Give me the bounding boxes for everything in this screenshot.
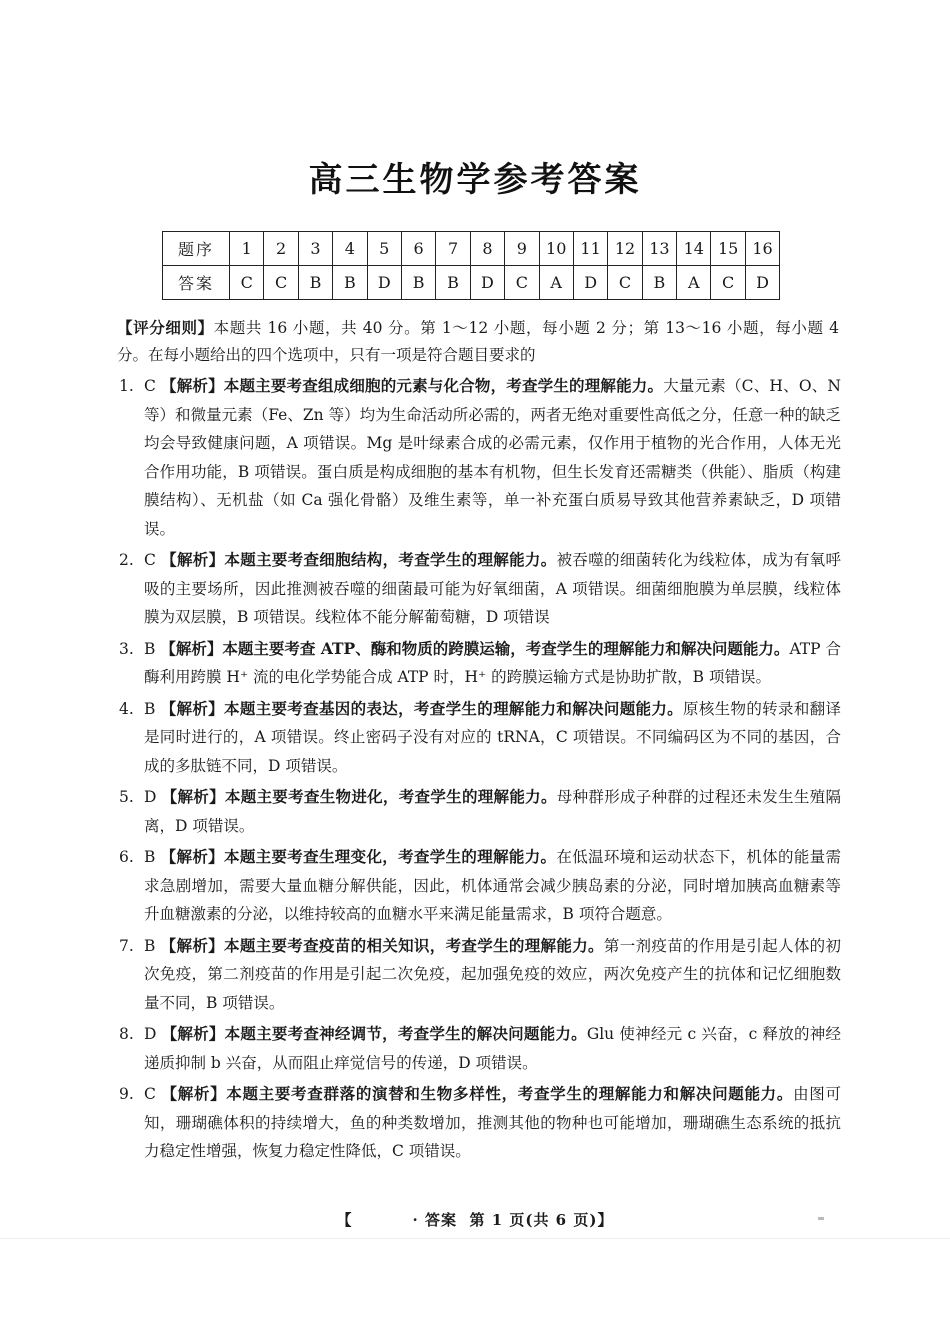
item-number: 9. — [119, 1085, 134, 1103]
question-number-cell: 4 — [333, 232, 367, 266]
explanation-item — [119, 843, 841, 929]
item-lead: 本题主要考查神经调节，考查学生的解决问题能力。 — [224, 1024, 587, 1043]
item-lead: 本题主要考查组成细胞的元素与化合物，考查学生的理解能力。 — [223, 376, 664, 395]
item-tag: 【解析】 — [160, 935, 224, 955]
item-body: 大量元素（C、H、O、N 等）和微量元素（Fe、Zn 等）均为生命活动所必需的，两者无绝对重要性高低之分，任意一种的缺乏均会导致健康问题，A 项错误。Mg 是叶绿素合成的必需元素，仅作用于植物的光合作用，人体无光合作用功能，B 项错误。蛋白质是构成细胞的基本有机物，但生长发育还需糖类（供能）、脂质（构建膜结构）、无机盐（如 Ca 强化骨骼）及维生素等，单一补充蛋白质易导致其他营养素缺乏，D 项错误。 — [144, 377, 841, 538]
answer-cell: B — [298, 266, 332, 300]
answer-cell: D — [470, 266, 504, 300]
footer-dot: · — [412, 1211, 419, 1229]
item-answer: B — [144, 848, 156, 866]
item-answer: C — [144, 1085, 156, 1103]
item-answer: D — [144, 788, 157, 806]
page-title: 高三生物学参考答案 — [308, 160, 642, 200]
answer-cell: B — [401, 266, 435, 300]
answer-cell: B — [642, 266, 676, 300]
item-lead: 本题主要考查细胞结构，考查学生的理解能力。 — [224, 550, 557, 569]
answer-cell: C — [711, 266, 745, 300]
item-body: 第一剂疫苗的作用是引起人体的初次免疫，第二剂疫苗的作用是引起二次免疫，起加强免疫的效应，两次免疫产生的抗体和记忆细胞数量不同，B 项错误。 — [144, 936, 841, 1012]
question-number-cell: 6 — [401, 232, 435, 266]
answer-cell: C — [264, 266, 298, 300]
item-lead: 本题主要考查基因的表达，考查学生的理解能力和解决问题能力。 — [223, 698, 684, 718]
question-number-cell: 10 — [539, 232, 573, 266]
question-number-cell: 1 — [230, 232, 264, 266]
question-number-cell: 11 — [573, 232, 607, 266]
page-footer — [0, 1209, 950, 1230]
item-tag: 【解析】 — [161, 1084, 227, 1103]
footer-page-number: 第 1 页(共 6 页) — [469, 1211, 598, 1229]
item-tag: 【解析】 — [161, 1024, 225, 1043]
item-number: 2. — [119, 551, 134, 569]
item-body: 在低温环境和运动状态下，机体的能量需求急剧增加，需要大量血糖分解供能，因此，机体通常会减少胰岛素的分泌，同时增加胰高血糖素等升血糖激素的分泌，以维持较高的血糖水平来满足能量需求，B 项符合题意。 — [144, 848, 841, 923]
explanation-item — [119, 783, 841, 840]
item-body: 母种群形成子种群的过程还未发生生殖隔离，D 项错误。 — [144, 788, 841, 835]
explanation-item — [119, 1020, 841, 1077]
question-number-cell: 9 — [505, 232, 539, 266]
answer-cell: C — [505, 266, 539, 300]
item-answer: C — [144, 551, 156, 569]
item-number: 4. — [119, 699, 134, 718]
item-answer: B — [144, 936, 156, 955]
item-tag: 【解析】 — [161, 550, 225, 569]
item-tag: 【解析】 — [161, 787, 225, 806]
item-tag: 【解析】 — [161, 376, 224, 395]
answer-cell: B — [436, 266, 470, 300]
item-lead: 本题主要考查疫苗的相关知识，考查学生的理解能力。 — [223, 935, 604, 955]
item-body: 被吞噬的细菌转化为线粒体，成为有氧呼吸的主要场所，因此推测被吞噬的细菌最可能为好氧细菌，A 项错误。细菌细胞膜为单层膜，线粒体膜为双层膜，B 项错误。线粒体不能分解葡萄糖，D 项错误 — [144, 551, 841, 626]
item-tag: 【解析】 — [160, 638, 223, 658]
question-number-cell: 16 — [745, 232, 779, 266]
explanation-item — [119, 372, 841, 543]
question-number-cell: 2 — [264, 232, 298, 266]
item-number: 7. — [119, 936, 134, 955]
answer-cell: C — [608, 266, 642, 300]
item-lead: 本题主要考查 ATP、酶和物质的跨膜运输，考查学生的理解能力和解决问题能力。 — [222, 638, 790, 658]
page-edge-line — [0, 1238, 950, 1239]
item-tag: 【解析】 — [160, 698, 224, 718]
item-body: Glu 使神经元 c 兴奋，c 释放的神经递质抑制 b 兴奋，从而阻止痒觉信号的传递，D 项错误。 — [144, 1025, 841, 1072]
question-number-cell: 8 — [470, 232, 504, 266]
item-lead: 本题主要考查生物进化，考查学生的理解能力。 — [224, 787, 557, 806]
item-body: ATP 合酶利用跨膜 H⁺ 流的电化学势能合成 ATP 时，H⁺ 的跨膜运输方式是协助扩散，B 项错误。 — [144, 639, 841, 686]
answer-cell: D — [745, 266, 779, 300]
answer-cell: B — [333, 266, 367, 300]
question-number-cell: 13 — [642, 232, 676, 266]
explanation-list — [119, 372, 841, 1169]
row-header-number: 题序 — [163, 232, 230, 266]
item-answer: B — [144, 639, 156, 658]
item-number: 5. — [119, 788, 134, 806]
item-number: 3. — [119, 639, 134, 658]
item-answer: D — [144, 1025, 157, 1043]
answer-cell: D — [367, 266, 401, 300]
footer-close-bracket: 】 — [597, 1211, 614, 1229]
answer-table-number-row — [163, 232, 780, 266]
item-number: 8. — [119, 1025, 134, 1043]
answer-table — [162, 231, 780, 300]
question-number-cell: 3 — [298, 232, 332, 266]
item-body: 由图可知，珊瑚礁体积的持续增大，鱼的种类数增加，推测其他的物种也可能增加，珊瑚礁生态系统的抵抗力稳定性增强，恢复力稳定性降低，C 项错误。 — [144, 1085, 841, 1160]
explanation-item — [119, 1080, 841, 1166]
scoring-rules — [117, 314, 839, 369]
item-lead: 本题主要考查生理变化，考查学生的理解能力。 — [223, 847, 557, 866]
explanation-item — [119, 695, 841, 781]
question-number-cell: 7 — [436, 232, 470, 266]
explanation-item — [119, 932, 841, 1018]
item-number: 1. — [119, 377, 134, 395]
explanation-item — [119, 635, 841, 692]
item-body: 原核生物的转录和翻译是同时进行的，A 项错误。终止密码子没有对应的 tRNA，C 项错误。不同编码区为不同的基因，合成的多肽链不同，D 项错误。 — [144, 699, 841, 775]
item-answer: B — [144, 699, 156, 718]
item-number: 6. — [119, 848, 134, 866]
row-header-answer: 答案 — [163, 266, 230, 300]
answer-cell: A — [677, 266, 711, 300]
scoring-label: 【评分细则】 — [117, 318, 214, 337]
question-number-cell: 5 — [367, 232, 401, 266]
question-number-cell: 12 — [608, 232, 642, 266]
scoring-text: 本题共 16 小题，共 40 分。第 1～12 小题，每小题 2 分；第 13～16 小题，每小题 4 分。在每小题给出的四个选项中，只有一项是符合题目要求的 — [117, 319, 839, 364]
item-answer: C — [144, 377, 156, 395]
footer-open-bracket: 【 — [336, 1211, 353, 1229]
explanation-item — [119, 546, 841, 632]
answer-table-answer-row — [163, 266, 780, 300]
footer-subject: 答案 — [425, 1211, 458, 1229]
answer-cell: C — [230, 266, 264, 300]
item-tag: 【解析】 — [160, 847, 224, 866]
item-lead: 本题主要考查群落的演替和生物多样性，考查学生的理解能力和解决问题能力。 — [226, 1084, 794, 1103]
scan-smudge — [818, 1217, 824, 1220]
answer-cell: A — [539, 266, 573, 300]
answer-cell: D — [573, 266, 607, 300]
question-number-cell: 15 — [711, 232, 745, 266]
question-number-cell: 14 — [677, 232, 711, 266]
